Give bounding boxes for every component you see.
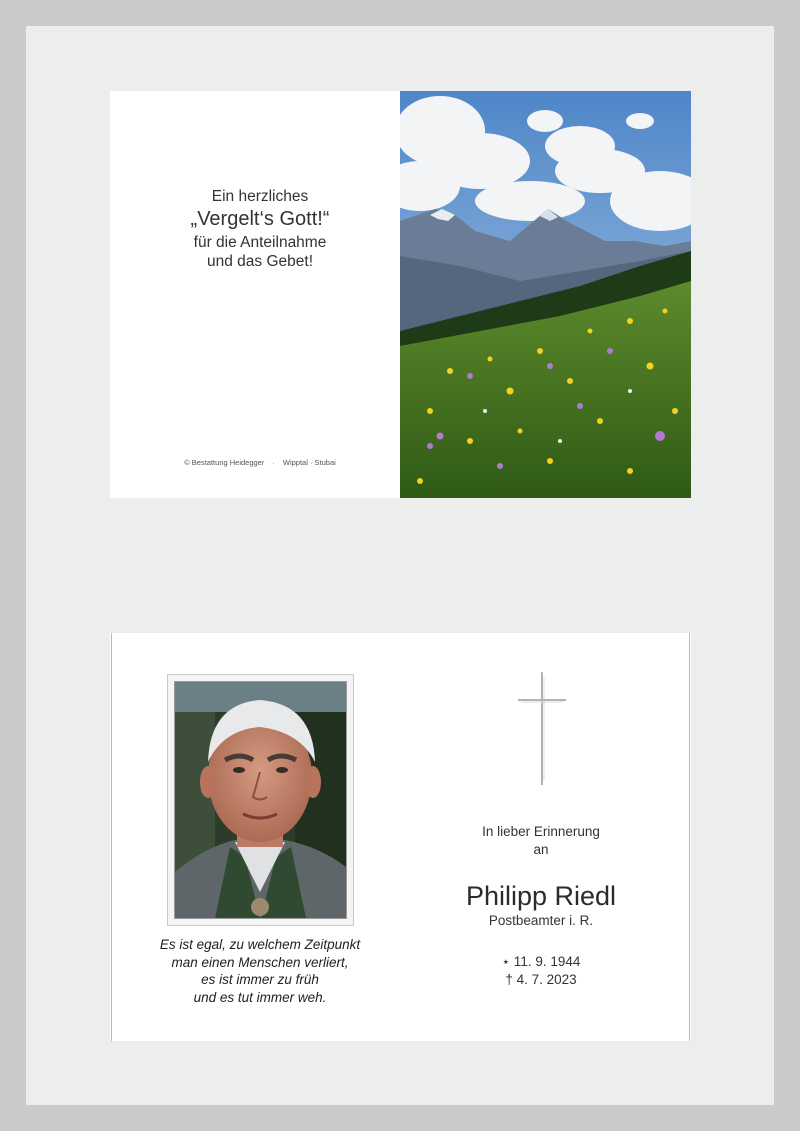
portrait-photo xyxy=(174,681,347,919)
poem-line-3: es ist immer zu früh xyxy=(201,972,319,987)
memorial-card xyxy=(110,633,691,1041)
thanks-line-4: und das Gebet! xyxy=(207,253,313,270)
thanks-line-3: für die Anteilnahme xyxy=(193,234,327,251)
portrait-frame xyxy=(167,674,354,926)
deceased-name: Philipp Riedl xyxy=(465,881,617,911)
memory-heading xyxy=(406,823,676,859)
landscape-image xyxy=(400,91,691,498)
footer-company: © Bestattung Heidegger xyxy=(184,458,265,467)
funeral-home-footer xyxy=(110,458,410,467)
poem-line-1: Es ist egal, zu welchem Zeitpunkt xyxy=(159,937,361,952)
footer-region: Wipptal · Stubai xyxy=(282,458,336,467)
poem xyxy=(110,936,410,1006)
death-date: † 4. 7. 2023 xyxy=(505,972,577,987)
thanks-line-1: Ein herzliches xyxy=(211,188,309,205)
poem-line-4: und es tut immer weh. xyxy=(193,989,327,1005)
life-dates xyxy=(406,953,676,989)
memory-line-2: an xyxy=(533,842,549,857)
thanks-line-2: „Vergelt‘s Gott!“ xyxy=(190,208,330,230)
thank-you-text xyxy=(110,187,410,271)
mountain-meadow-landscape xyxy=(400,91,691,498)
cross-icon xyxy=(515,670,569,787)
portrait-image xyxy=(175,682,346,918)
memory-line-1: In lieber Erinnerung xyxy=(482,824,600,839)
thank-you-card xyxy=(110,91,691,498)
poem-line-2: man einen Menschen verliert, xyxy=(171,954,349,970)
footer-separator: · xyxy=(272,458,275,467)
deceased-occupation: Postbeamter i. R. xyxy=(488,913,594,928)
birth-date: ⋆ 11. 9. 1944 xyxy=(501,954,581,969)
